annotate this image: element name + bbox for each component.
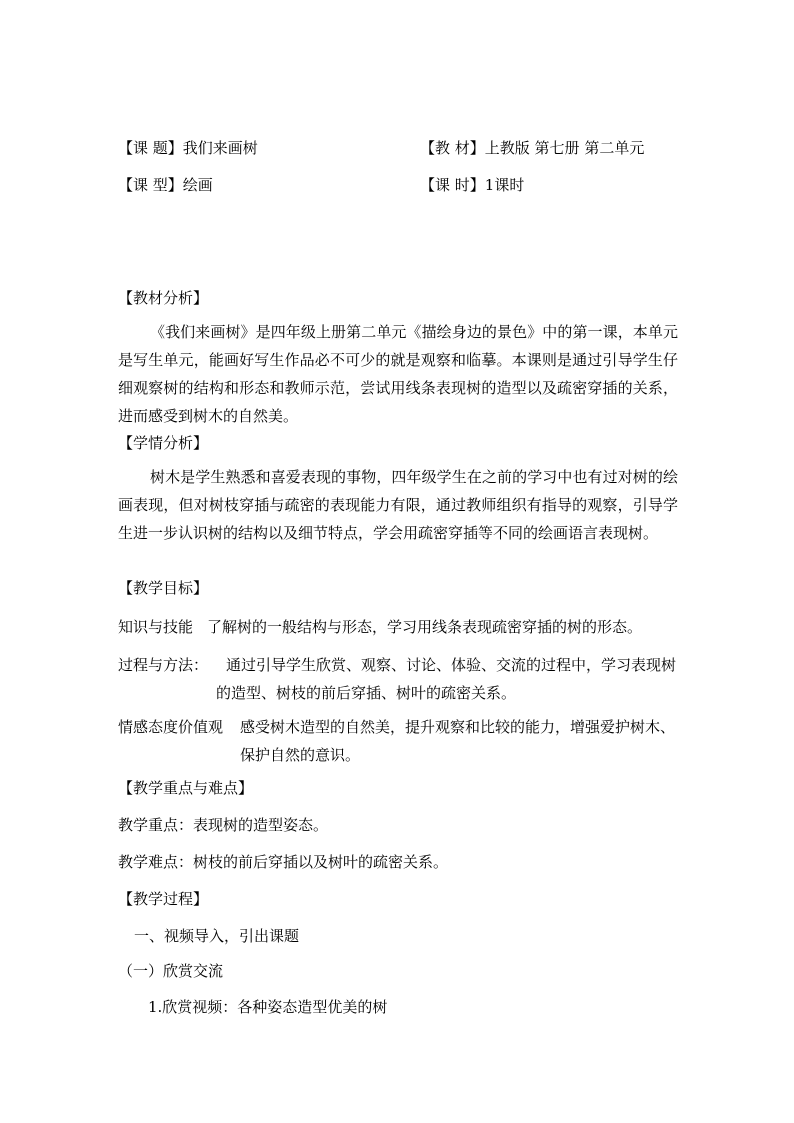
emotion-text: 感受树木造型的自然美，提升观察和比较的能力，增强爱护树木、保护自然的意识。 (240, 718, 676, 764)
emotion-objective (118, 713, 678, 769)
hours-value: 1课时 (484, 176, 525, 194)
student-analysis-text: 树木是学生熟悉和喜爱表现的事物，四年级学生在之前的学习中也有过对树的绘画表现，但对树枝穿插与疏密的表现能力有限，通过教师组织有指导的观察，引导学生进一步认识树的结构以及细节特点，学会用疏密穿插等不同的绘画语言表现树。 (118, 468, 678, 542)
material-label: 【教 材】 (420, 139, 485, 157)
type-label: 【课 型】 (118, 176, 183, 194)
knowledge-row (118, 617, 642, 637)
type-row (118, 175, 213, 195)
hours-row (420, 175, 524, 195)
student-analysis-heading: 【学情分析】 (118, 434, 209, 452)
material-value: 上教版 第七册 第二单元 (484, 139, 645, 157)
type-value: 绘画 (182, 176, 213, 194)
topic-value: 我们来画树 (182, 139, 258, 157)
process-sub-1: （一）欣赏交流 (118, 962, 224, 980)
process-heading: 【教学过程】 (118, 890, 209, 908)
knowledge-text: 了解树的一般结构与形态，学习用线条表现疏密穿插的树的形态。 (207, 618, 643, 636)
material-analysis-heading: 【教材分析】 (118, 289, 209, 307)
knowledge-label: 知识与技能 (118, 618, 194, 636)
process-objective (118, 651, 678, 707)
process-step-1: 一、视频导入，引出课题 (134, 927, 300, 945)
process-item-1: 1.欣赏视频：各种姿态造型优美的树 (148, 998, 388, 1016)
material-analysis-text: 《我们来画树》是四年级上册第二单元《描绘身边的景色》中的第一课，本单元是写生单元，能画好写生作品必不可少的就是观察和临摹。本课则是通过引导学生仔细观察树的结构和形态和教师示范，尝试用线条表现树的造型以及疏密穿插的关系，进而感受到树木的自然美。 (118, 323, 678, 425)
material-row (420, 138, 644, 158)
teaching-difficulty: 教学难点：树枝的前后穿插以及树叶的疏密关系。 (118, 853, 449, 871)
hours-label: 【课 时】 (420, 176, 485, 194)
emotion-label: 情感态度价值观 (118, 718, 224, 736)
process-label: 过程与方法： (118, 656, 209, 674)
teaching-focus: 教学重点：表现树的造型姿态。 (118, 816, 329, 834)
topic-row (118, 138, 258, 158)
key-points-heading: 【教学重点与难点】 (118, 779, 254, 797)
objectives-heading: 【教学目标】 (118, 579, 209, 597)
process-text: 通过引导学生欣赏、观察、讨论、体验、交流的过程中，学习表现树的造型、树枝的前后穿插、树叶的疏密关系。 (216, 656, 677, 702)
topic-label: 【课 题】 (118, 139, 183, 157)
